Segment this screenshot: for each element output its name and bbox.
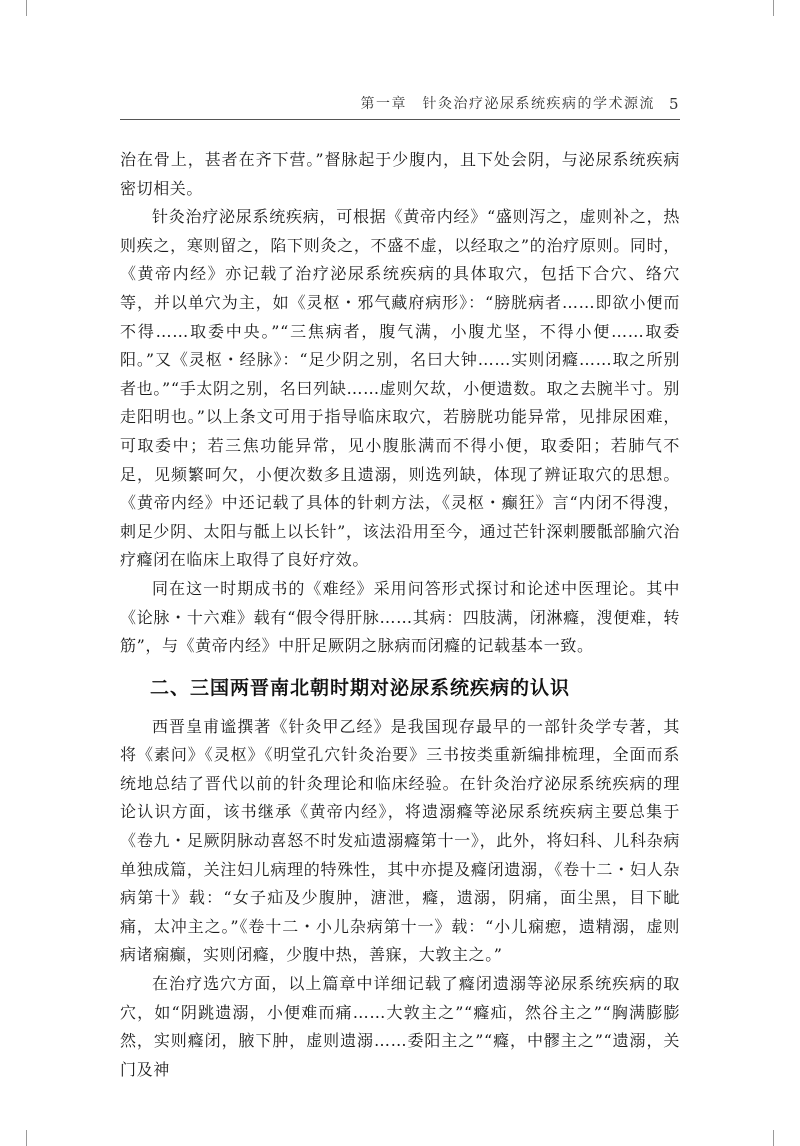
- crop-mark-bottom-right: [773, 1130, 774, 1146]
- paragraph-treatment-principles: 针灸治疗泌尿系统疾病，可根据《黄帝内经》“盛则泻之，虚则补之，热则疾之，寒则留之，陷下则灸之，不盛不虚，以经取之”的治疗原则。同时，《黄帝内经》亦记载了治疗泌尿系统疾病的具体取穴，包括下合穴、络穴等，并以单穴为主，如《灵枢・邪气藏府病形》：“膀胱病者……即欲小便而不得……取委中央。”“三焦病者，腹气满，小腹尤坚，不得小便……取委阳。”又《灵枢・经脉》：“足少阴之别，名曰大钟……实则闭癃……取之所别者也。”“手太阴之别，名曰列缺……虚则欠㰦，小便遗数。取之去腕半寸。别走阳明也。”以上条文可用于指导临床取穴，若膀胱功能异常，见排尿困难，可取委中；若三焦功能异常，见小腹胀满而不得小便，取委阳；若肺气不足，见频繁呵欠，小便次数多且遗溺，则选列缺，体现了辨证取穴的思想。《黄帝内经》中还记载了具体的针刺方法，《灵枢・癫狂》言“内闭不得溲，刺足少阴、太阳与骶上以长针”，该法沿用至今，通过芒针深刺腰骶部腧穴治疗癃闭在临床上取得了良好疗效。: [120, 207, 680, 570]
- paragraph-zhenjiu-jiayijing: 西晋皇甫谧撰著《针灸甲乙经》是我国现存最早的一部针灸学专著，其将《素问》《灵枢》《明堂孔穴针灸治要》三书按类重新编排梳理，全面而系统地总结了晋代以前的针灸理论和临床经验。在针灸治疗泌尿系统疾病的理论认识方面，该书继承《黄帝内经》，将遗溺癃等泌尿系统疾病主要总集于《卷九・足厥阴脉动喜怒不时发疝遗溺癃第十一》，此外，将妇科、儿科杂病单独成篇，关注妇儿病理的特殊性，其中亦提及癃闭遗溺，《卷十二・妇人杂病第十》载：“女子疝及少腹肿，溏泄，癃，遗溺，阴痛，面尘黑，目下眦痛，太冲主之。”《卷十二・小儿杂病第十一》载：“小儿痫瘛，遗精溺，虚则病诸痫癫，实则闭癃，少腹中热，善寐，大敦主之。”: [120, 716, 680, 965]
- chapter-title: 第一章 针灸治疗泌尿系统疾病的学术源流: [360, 96, 655, 112]
- running-header: [120, 90, 680, 120]
- crop-mark-top-right: [773, 0, 774, 16]
- crop-mark-top-left: [26, 0, 27, 16]
- crop-mark-bottom-left: [26, 1130, 27, 1146]
- paragraph-nanjing: 同在这一时期成书的《难经》采用问答形式探讨和论述中医理论。其中《论脉・十六难》载有“假令得肝脉……其病：四肢满，闭淋癃，溲便难，转筋”，与《黄帝内经》中肝足厥阴之脉病而闭癃的记载基本一致。: [120, 578, 680, 656]
- page-number: 5: [668, 95, 680, 113]
- paragraph-continuation: 治在骨上，甚者在齐下营。”督脉起于少腹内，且下处会阴，与泌尿系统疾病密切相关。: [120, 150, 680, 198]
- section-heading: 二、三国两晋南北朝时期对泌尿系统疾病的认识: [150, 676, 571, 699]
- page-body: [120, 146, 680, 1084]
- paragraph-acupoint-selection: 在治疗选穴方面，以上篇章中详细记载了癃闭遗溺等泌尿系统疾病的取穴，如“阴跳遗溺，小便难而痛……大敦主之”“癃疝，然谷主之”“胸满膨膨然，实则癃闭，腋下肿，虚则遗溺……委阳主之”“癃，中髎主之”“遗溺，关门及神: [120, 974, 680, 1079]
